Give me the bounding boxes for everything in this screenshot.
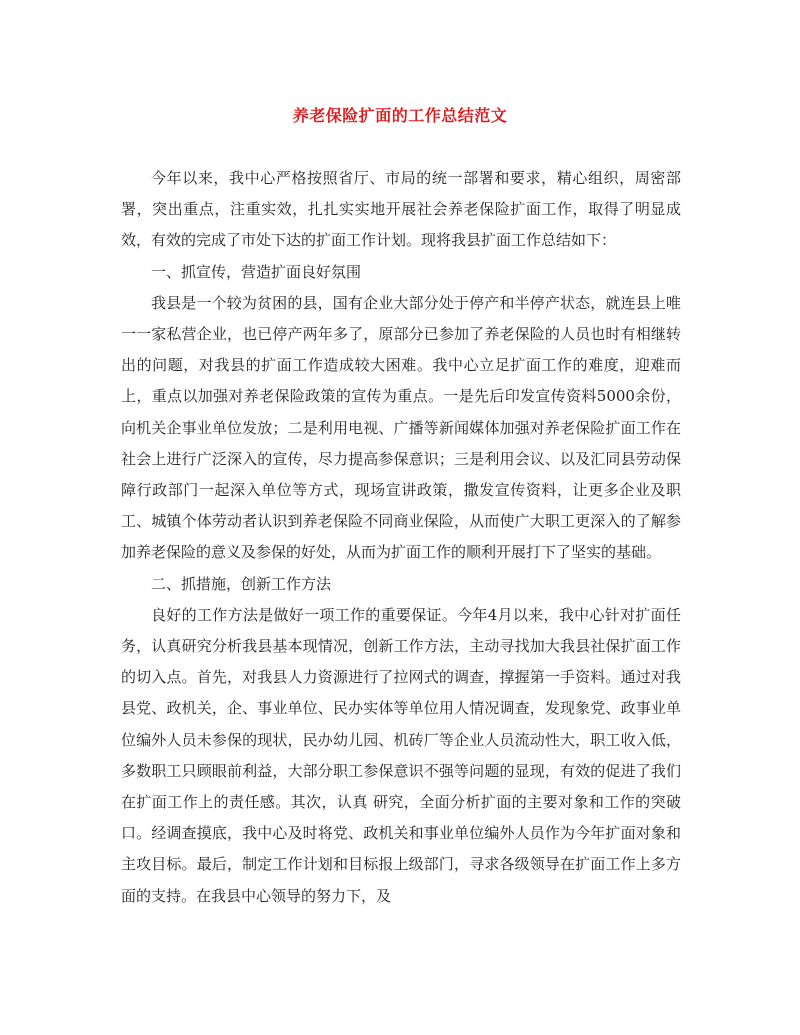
- intro-paragraph: 今年以来，我中心严格按照省厅、市局的统一部署和要求，精心组织，周密部署，突出重点，注重实效，扎扎实实地开展社会养老保险扩面工作，取得了明显成效，有效的完成了市处下达的扩面工作计划。现将我县扩面工作总结如下：: [121, 169, 681, 250]
- document-body: [121, 163, 681, 912]
- publicity-paragraph: 我县是一个较为贫困的县，国有企业大部分处于停产和半停产状态，就连县上唯一一家私营企业，也已停产两年多了，原部分已参加了养老保险的人员也时有相继转出的问题，对我县的扩面工作造成较大困难。我中心立足扩面工作的难度，迎难而上，重点以加强对养老保险政策的宣传为重点。一是先后印发宣传资料5000余份，向机关企事业单位发放；二是利用电视、广播等新闻媒体加强对养老保险扩面工作在社会上进行广泛深入的宣传，尽力提高参保意识；三是利用会议、以及汇同县劳动保障行政部门一起深入单位等方式，现场宣讲政策，撒发宣传资料，让更多企业及职工、城镇个体劳动者认识到养老保险不同商业保险，从而使广大职工更深入的了解参加养老保险的意义及参保的好处，从而为扩面工作的顺利开展打下了坚实的基础。: [121, 293, 681, 562]
- section-heading-publicity: 一、抓宣传，营造扩面良好氛围: [151, 262, 362, 281]
- section-heading-measures: 二、抓措施，创新工作方法: [151, 574, 332, 593]
- measures-paragraph: 良好的工作方法是做好一项工作的重要保证。今年4月以来，我中心针对扩面任务，认真研究分析我县基本现情况，创新工作方法，主动寻找加大我县社保扩面工作的切入点。首先，对我县人力资源进行了拉网式的调查，撑握第一手资料。通过对我县党、政机关，企、事业单位、民办实体等单位用人情况调查，发现象党、政事业单位编外人员未参保的现状，民办幼儿园、机砖厂等企业人员流动性大，职工收入低，多数职工只顾眼前利益，大部分职工参保意识不强等问题的显现，有效的促进了我们在扩面工作上的责任感。其次，认真 研究，全面分析扩面的主要对象和工作的突破口。经调查摸底，我中心及时将党、政机关和事业单位编外人员作为今年扩面对象和主攻目标。最后，制定工作计划和目标报上级部门，寻求各级领导在扩面工作上多方面的支持。在我县中心领导的努力下，及: [121, 605, 681, 905]
- document-title: 养老保险扩面的工作总结范文: [292, 106, 508, 125]
